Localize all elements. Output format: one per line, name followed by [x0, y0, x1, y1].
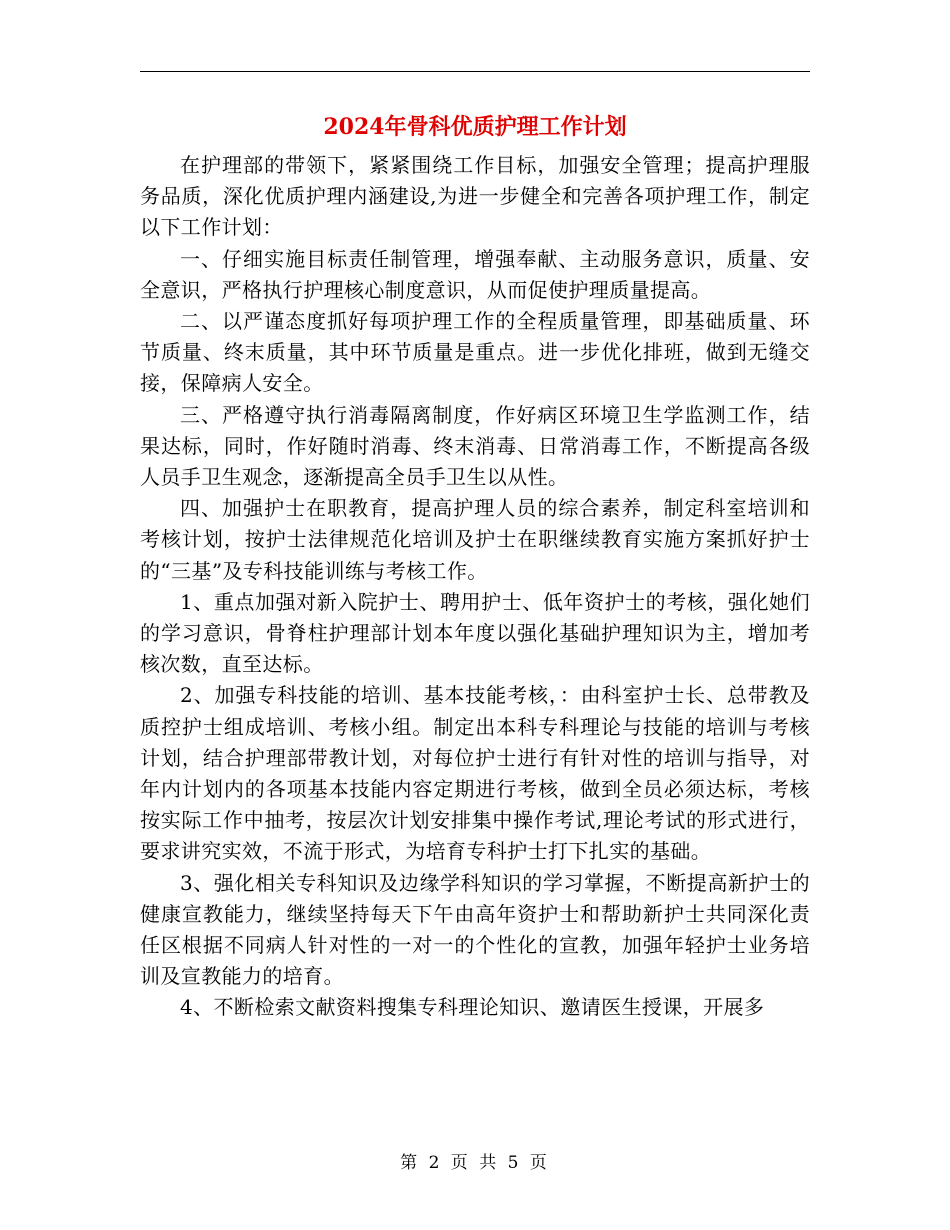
paragraph-item-1: 一、仔细实施目标责任制管理，增强奉献、主动服务意识，质量、安全意识，严格执行护理核心制度意识，从而促使护理质量提高。 — [140, 246, 810, 302]
document-body — [140, 150, 810, 1024]
paragraph-intro: 在护理部的带领下，紧紧围绕工作目标，加强安全管理；提高护理服务品质，深化优质护理内涵建设,为进一步健全和完善各项护理工作，制定以下工作计划： — [140, 153, 810, 240]
paragraph-subitem-4: 4、不断检索文献资料搜集专科理论知识、邀请医生授课，开展多 — [180, 995, 765, 1020]
paragraph-item-4: 四、加强护士在职教育，提高护理人员的综合素养，制定科室培训和考核计划，按护士法律规范化培训及护士在职继续教育实施方案抓好护士的“三基”及专科技能训练与考核工作。 — [140, 496, 810, 583]
page-number-footer: 第 2 页 共 5 页 — [400, 1153, 550, 1173]
paragraph-subitem-2: 2、加强专科技能的培训、基本技能考核，：由科室护士长、总带教及质控护士组成培训、考核小组。制定出本科专科理论与技能的培训与考核计划，结合护理部带教计划，对每位护士进行有针对性的培训与指导，对年内计划内的各项基本技能内容定期进行考核，做到全员必须达标，考核按实际工作中抽考，按层次计划安排集中操作考试,理论考试的形式进行，要求讲究实效，不流于形式，为培育专科护士打下扎实的基础。 — [140, 683, 810, 864]
paragraph-subitem-1: 1、重点加强对新入院护士、聘用护士、低年资护士的考核，强化她们的学习意识，骨脊柱护理部计划本年度以强化基础护理知识为主，增加考核次数，直至达标。 — [140, 589, 810, 677]
paragraph-item-2: 二、以严谨态度抓好每项护理工作的全程质量管理，即基础质量、环节质量、终末质量，其中环节质量是重点。进一步优化排班，做到无缝交接，保障病人安全。 — [140, 309, 810, 396]
document-title: 2024年骨科优质护理工作计划 — [323, 114, 627, 140]
paragraph-item-3: 三、严格遵守执行消毒隔离制度，作好病区环境卫生学监测工作，结果达标，同时，作好随时消毒、终末消毒、日常消毒工作，不断提高各级人员手卫生观念，逐渐提高全员手卫生以从性。 — [140, 402, 810, 490]
paragraph-subitem-3: 3、强化相关专科知识及边缘学科知识的学习掌握，不断提高新护士的健康宣教能力，继续坚持每天下午由高年资护士和帮助新护士共同深化责任区根据不同病人针对性的一对一的个性化的宣教，加强年轻护士业务培训及宣教能力的培育。 — [140, 870, 810, 989]
header-rule — [140, 71, 810, 72]
